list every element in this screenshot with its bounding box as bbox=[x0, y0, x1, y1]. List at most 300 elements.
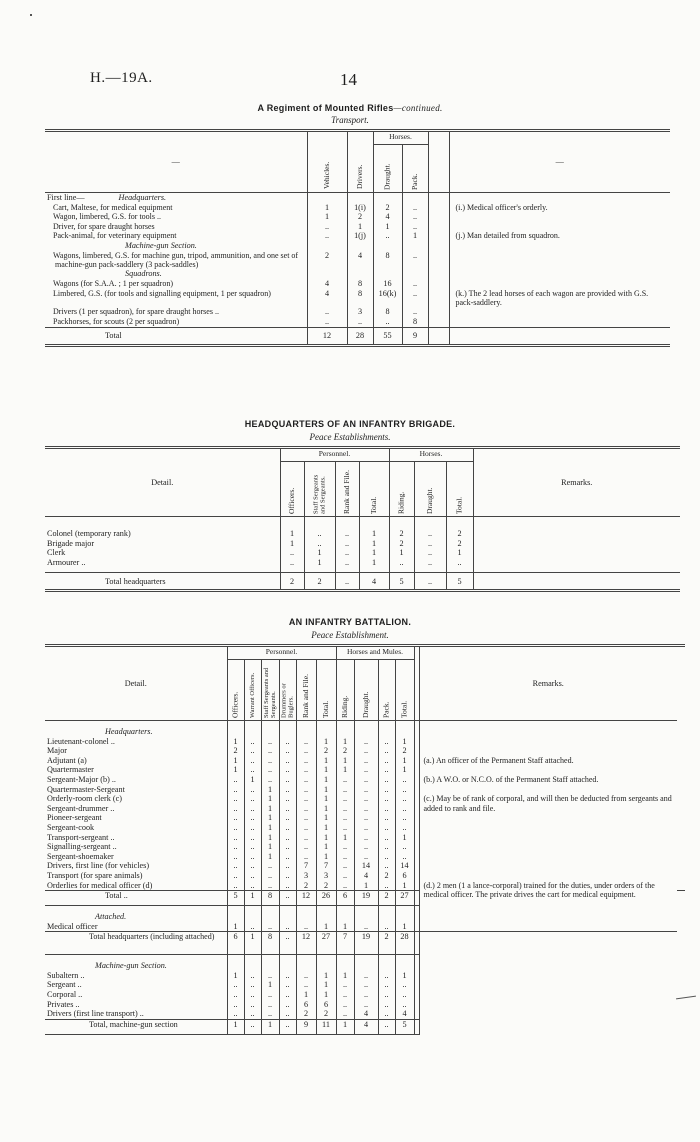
battalion-cell: .. bbox=[261, 871, 279, 881]
battalion-cell: .. bbox=[378, 1000, 395, 1010]
page-number: 14 bbox=[340, 70, 357, 89]
brigade-cell: .. bbox=[446, 558, 473, 568]
vehicles-cell: .. bbox=[307, 317, 347, 327]
battalion-cell: .. bbox=[378, 833, 395, 843]
col-dash: — bbox=[45, 131, 307, 193]
battalion-cell: 2 bbox=[296, 881, 316, 891]
drivers-cell: 8 bbox=[347, 279, 373, 289]
battalion-cell: .. bbox=[296, 775, 316, 785]
battalion-cell: .. bbox=[279, 794, 296, 804]
brigade-col-draught: Draught. bbox=[414, 462, 446, 517]
battalion-mg-total-row bbox=[45, 1019, 685, 1034]
battalion-cell: .. bbox=[354, 990, 378, 1000]
battalion-cell: .. bbox=[354, 813, 378, 823]
row-detail: Pack-animal, for veterinary equipment bbox=[45, 231, 307, 241]
battalion-cell: .. bbox=[378, 775, 395, 785]
row-detail: Quartermaster bbox=[45, 765, 227, 775]
drivers-cell: 2 bbox=[347, 212, 373, 222]
row-detail: Major bbox=[45, 746, 227, 756]
battalion-cell: .. bbox=[296, 765, 316, 775]
brigade-row bbox=[45, 558, 680, 568]
brigade-cell: 1 bbox=[304, 548, 335, 558]
battalion-cell: 1 bbox=[395, 833, 414, 843]
battalion-cell: 1 bbox=[336, 737, 354, 747]
row-detail: Drivers, first line (for vehicles) bbox=[45, 861, 227, 871]
brigade-col-remarks: Remarks. bbox=[473, 448, 680, 517]
battalion-cell: .. bbox=[227, 813, 244, 823]
battalion-cell: .. bbox=[296, 746, 316, 756]
row-detail: Wagons (for S.A.A. ; 1 per squadron) bbox=[45, 279, 307, 289]
battalion-cell: .. bbox=[354, 980, 378, 990]
battalion-cell: .. bbox=[279, 881, 296, 891]
subheading: Attached. bbox=[45, 906, 227, 922]
battalion-cell: .. bbox=[279, 775, 296, 785]
battalion-total-cell: 19 bbox=[354, 891, 378, 906]
battalion-cell: .. bbox=[336, 842, 354, 852]
battalion-cell: 2 bbox=[316, 1009, 336, 1019]
battalion-total-cell: 2 bbox=[378, 891, 395, 906]
vehicles-cell: .. bbox=[307, 222, 347, 232]
battalion-cell: .. bbox=[296, 922, 316, 932]
battalion-cell: .. bbox=[378, 861, 395, 871]
transport-row bbox=[45, 203, 670, 213]
battalion-cell: .. bbox=[336, 785, 354, 795]
battalion-total-hq-cell: 27 bbox=[316, 932, 336, 955]
remark bbox=[449, 212, 670, 222]
battalion-cell: .. bbox=[336, 871, 354, 881]
battalion-col-draught: Draught. bbox=[354, 660, 378, 721]
battalion-cell: .. bbox=[279, 922, 296, 932]
battalion-cell: 7 bbox=[316, 861, 336, 871]
battalion-mg-row bbox=[45, 971, 685, 981]
drivers-cell: 1(i) bbox=[347, 203, 373, 213]
battalion-total-hq-cell: 2 bbox=[378, 932, 395, 955]
brigade-col-htotal: Total. bbox=[446, 462, 473, 517]
battalion-row bbox=[45, 737, 685, 747]
battalion-cell: .. bbox=[227, 990, 244, 1000]
battalion-row bbox=[45, 871, 685, 881]
row-detail: Sergeant-Major (b) .. bbox=[45, 775, 227, 785]
battalion-cell: 1 bbox=[316, 833, 336, 843]
battalion-cell: .. bbox=[244, 804, 261, 814]
battalion-cell: 1 bbox=[316, 922, 336, 932]
battalion-cell: .. bbox=[354, 852, 378, 862]
draught-cell: .. bbox=[373, 317, 402, 327]
row-detail bbox=[45, 193, 307, 203]
row-detail: Cart, Maltese, for medical equipment bbox=[45, 203, 307, 213]
total-v: 12 bbox=[307, 327, 347, 345]
battalion-col-remarks: Remarks. bbox=[419, 646, 677, 721]
battalion-cell: .. bbox=[354, 922, 378, 932]
total-label: Total .. bbox=[45, 891, 227, 906]
battalion-mg-total-cell: 4 bbox=[354, 1019, 378, 1034]
subheading: Headquarters. bbox=[45, 721, 227, 737]
battalion-cell: .. bbox=[378, 804, 395, 814]
battalion-row bbox=[45, 746, 685, 756]
brigade-cell: 1 bbox=[359, 548, 389, 558]
battalion-cell: .. bbox=[244, 922, 261, 932]
battalion-cell: .. bbox=[296, 813, 316, 823]
battalion-cell: 1 bbox=[261, 804, 279, 814]
battalion-cell: 6 bbox=[395, 871, 414, 881]
battalion-cell: 1 bbox=[354, 881, 378, 891]
battalion-mg-row bbox=[45, 980, 685, 990]
row-detail: Quartermaster-Sergeant bbox=[45, 785, 227, 795]
transport-row bbox=[45, 307, 670, 317]
battalion-cell: .. bbox=[296, 833, 316, 843]
brigade-total-cell: .. bbox=[335, 573, 359, 591]
row-detail: Wagons, limbered, G.S. for machine gun, tripod, ammunition, and one set of machine-gun pack-saddlery (3 pack-saddles) bbox=[45, 251, 307, 270]
battalion-cell: .. bbox=[296, 794, 316, 804]
battalion-cell: .. bbox=[395, 775, 414, 785]
battalion-cell: .. bbox=[227, 823, 244, 833]
battalion-cell: .. bbox=[279, 833, 296, 843]
battalion-cell: 1 bbox=[227, 765, 244, 775]
battalion-cell: .. bbox=[244, 1000, 261, 1010]
brigade-cell: 2 bbox=[446, 529, 473, 539]
battalion-cell: .. bbox=[279, 1009, 296, 1019]
row-detail: Subaltern .. bbox=[45, 971, 227, 981]
brigade-total-cell: .. bbox=[414, 573, 446, 591]
brigade-total-cell: 5 bbox=[389, 573, 414, 591]
remark: (a.) An officer of the Permanent Staff attached. bbox=[423, 755, 574, 765]
battalion-cell: 1 bbox=[395, 737, 414, 747]
battalion-row bbox=[45, 861, 685, 871]
battalion-cell: .. bbox=[244, 852, 261, 862]
battalion-cell: .. bbox=[244, 756, 261, 766]
battalion-total-cell: 26 bbox=[316, 891, 336, 906]
battalion-total-hq-cell: 6 bbox=[227, 932, 244, 955]
row-detail: Transport (for spare animals) bbox=[45, 871, 227, 881]
brigade-cell: 1 bbox=[389, 548, 414, 558]
subheading: Squadrons. bbox=[125, 269, 162, 279]
battalion-cell: .. bbox=[378, 756, 395, 766]
battalion-cell: .. bbox=[395, 804, 414, 814]
battalion-cell: .. bbox=[336, 852, 354, 862]
draught-cell: 1 bbox=[373, 222, 402, 232]
battalion-cell: 1 bbox=[227, 922, 244, 932]
battalion-cell: .. bbox=[244, 746, 261, 756]
battalion-col-total: Total. bbox=[316, 660, 336, 721]
battalion-cell: 1 bbox=[316, 971, 336, 981]
battalion-cell: .. bbox=[354, 1000, 378, 1010]
battalion-cell: 1 bbox=[316, 842, 336, 852]
row-detail: Packhorses, for scouts (2 per squadron) bbox=[45, 317, 307, 327]
battalion-cell: .. bbox=[354, 775, 378, 785]
battalion-cell: .. bbox=[378, 794, 395, 804]
battalion-total-cell: 6 bbox=[336, 891, 354, 906]
battalion-col-pack: Pack. bbox=[378, 660, 395, 721]
battalion-cell: .. bbox=[336, 990, 354, 1000]
transport-row bbox=[45, 251, 670, 270]
battalion-mg-total-cell: 11 bbox=[316, 1019, 336, 1034]
battalion-mg-total-cell: .. bbox=[244, 1019, 261, 1034]
battalion-cell: .. bbox=[354, 842, 378, 852]
row-detail: Brigade major bbox=[45, 539, 280, 549]
battalion-cell: 1 bbox=[261, 842, 279, 852]
regiment-title-main: A Regiment of Mounted Rifles bbox=[257, 103, 394, 113]
battalion-cell: .. bbox=[395, 794, 414, 804]
battalion-cell: .. bbox=[279, 737, 296, 747]
battalion-cell: .. bbox=[261, 737, 279, 747]
battalion-cell: .. bbox=[378, 990, 395, 1000]
battalion-cell: .. bbox=[261, 922, 279, 932]
draught-cell: 8 bbox=[373, 251, 402, 270]
subheading: Headquarters. bbox=[118, 193, 167, 202]
row-detail: Limbered, G.S. (for tools and signalling equipment, 1 per squadron) bbox=[45, 289, 307, 308]
vehicles-cell: 2 bbox=[307, 251, 347, 270]
battalion-mg-total-cell: 1 bbox=[261, 1019, 279, 1034]
battalion-cell: .. bbox=[244, 861, 261, 871]
row-detail: Transport-sergeant .. bbox=[45, 833, 227, 843]
battalion-row bbox=[45, 775, 685, 785]
row-detail: Sergeant-cook bbox=[45, 823, 227, 833]
draught-cell: 16(k) bbox=[373, 289, 402, 308]
battalion-cell: .. bbox=[279, 813, 296, 823]
battalion-mg-total-cell: 1 bbox=[336, 1019, 354, 1034]
brigade-cell: .. bbox=[389, 558, 414, 568]
transport-row bbox=[45, 212, 670, 222]
brigade-cell: .. bbox=[335, 529, 359, 539]
drivers-cell: .. bbox=[347, 317, 373, 327]
brigade-cell: .. bbox=[280, 548, 304, 558]
brigade-cell: 1 bbox=[359, 558, 389, 568]
battalion-cell: .. bbox=[354, 756, 378, 766]
battalion-cell: .. bbox=[279, 785, 296, 795]
pack-cell: 1 bbox=[402, 231, 428, 241]
total-dr: 55 bbox=[373, 327, 402, 345]
draught-cell: 16 bbox=[373, 279, 402, 289]
battalion-cell: .. bbox=[279, 842, 296, 852]
battalion-cell: 1 bbox=[316, 775, 336, 785]
brigade-cell: .. bbox=[414, 558, 446, 568]
row-detail: Colonel (temporary rank) bbox=[45, 529, 280, 539]
remark: (j.) Man detailed from squadron. bbox=[455, 231, 560, 241]
battalion-cell: .. bbox=[336, 813, 354, 823]
battalion-cell: 1 bbox=[227, 756, 244, 766]
battalion-cell: .. bbox=[395, 990, 414, 1000]
row-detail bbox=[45, 269, 307, 279]
brigade-cell: 2 bbox=[389, 529, 414, 539]
remark bbox=[449, 317, 670, 327]
battalion-cell: .. bbox=[244, 842, 261, 852]
battalion-row bbox=[45, 756, 685, 766]
battalion-cell: .. bbox=[244, 990, 261, 1000]
battalion-cell: 4 bbox=[354, 1009, 378, 1019]
remark: (d.) 2 men (1 a lance-corporal) trained for the duties, under orders of the medical officer. The private drives the cart for medical equipment. bbox=[423, 880, 655, 899]
brigade-cell: .. bbox=[335, 558, 359, 568]
battalion-cell: .. bbox=[296, 852, 316, 862]
battalion-cell: .. bbox=[378, 813, 395, 823]
pack-cell: .. bbox=[402, 279, 428, 289]
battalion-cell: .. bbox=[296, 756, 316, 766]
brigade-cell: .. bbox=[280, 558, 304, 568]
vehicles-cell: .. bbox=[307, 307, 347, 317]
battalion-cell: .. bbox=[244, 871, 261, 881]
brigade-col-personnel: Personnel. bbox=[280, 448, 389, 462]
row-detail: Wagon, limbered, G.S. for tools .. bbox=[45, 212, 307, 222]
battalion-cell: 1 bbox=[316, 765, 336, 775]
battalion-cell: .. bbox=[296, 737, 316, 747]
battalion-cell: 1 bbox=[336, 756, 354, 766]
battalion-cell: .. bbox=[227, 852, 244, 862]
row-detail: Medical officer bbox=[45, 922, 227, 932]
brigade-col-horses: Horses. bbox=[389, 448, 473, 462]
battalion-cell: .. bbox=[378, 980, 395, 990]
brigade-col-rank-file: Rank and File. bbox=[335, 462, 359, 517]
battalion-cell: .. bbox=[395, 813, 414, 823]
battalion-total-cell: 5 bbox=[227, 891, 244, 906]
remark bbox=[449, 251, 670, 270]
page-reference: H.—19A. bbox=[90, 70, 153, 86]
subheading: Machine-gun Section. bbox=[45, 955, 227, 971]
battalion-cell: 1 bbox=[395, 756, 414, 766]
battalion-cell: .. bbox=[279, 852, 296, 862]
battalion-cell: 1 bbox=[261, 823, 279, 833]
battalion-cell: 1 bbox=[227, 971, 244, 981]
draught-cell: 2 bbox=[373, 203, 402, 213]
row-detail: Drivers (1 per squadron), for spare draught horses .. bbox=[45, 307, 307, 317]
row-detail: Orderly-room clerk (c) bbox=[45, 794, 227, 804]
battalion-cell: .. bbox=[336, 861, 354, 871]
brigade-col-staff-sergeants: Staff Sergeants and Sergeants. bbox=[304, 462, 335, 517]
battalion-cell: 3 bbox=[296, 871, 316, 881]
row-detail: Signalling-sergeant .. bbox=[45, 842, 227, 852]
battalion-cell: .. bbox=[261, 990, 279, 1000]
battalion-cell: 2 bbox=[316, 881, 336, 891]
battalion-cell: 1 bbox=[316, 756, 336, 766]
battalion-cell: .. bbox=[354, 794, 378, 804]
remark: (i.) Medical officer's orderly. bbox=[455, 202, 548, 212]
regiment-subtitle: Transport. bbox=[331, 115, 369, 125]
drivers-cell: 8 bbox=[347, 289, 373, 308]
battalion-mg-row bbox=[45, 990, 685, 1000]
transport-row bbox=[45, 269, 670, 279]
battalion-total-hq-cell: 7 bbox=[336, 932, 354, 955]
brigade-col-detail: Detail. bbox=[45, 448, 280, 517]
col-drivers: Drivers. bbox=[347, 131, 373, 193]
battalion-cell: 1 bbox=[261, 794, 279, 804]
row-detail: Clerk bbox=[45, 548, 280, 558]
battalion-cell: .. bbox=[354, 833, 378, 843]
transport-row bbox=[45, 289, 670, 308]
battalion-cell: .. bbox=[279, 871, 296, 881]
brigade-cell: 2 bbox=[446, 539, 473, 549]
battalion-mg-total-cell: 9 bbox=[296, 1019, 316, 1034]
vehicles-cell: 1 bbox=[307, 203, 347, 213]
battalion-cell: 1 bbox=[261, 785, 279, 795]
pack-cell: .. bbox=[402, 222, 428, 232]
battalion-col-warrant: Warrant Officers. bbox=[244, 660, 261, 721]
battalion-cell: .. bbox=[378, 746, 395, 756]
battalion-cell: .. bbox=[395, 785, 414, 795]
battalion-cell: 1 bbox=[227, 737, 244, 747]
battalion-cell: .. bbox=[395, 823, 414, 833]
battalion-cell: 2 bbox=[316, 746, 336, 756]
draught-cell: 8 bbox=[373, 307, 402, 317]
brigade-cell: .. bbox=[304, 529, 335, 539]
battalion-cell: .. bbox=[336, 881, 354, 891]
battalion-total-hq-cell: 12 bbox=[296, 932, 316, 955]
battalion-total-hq-cell: 8 bbox=[261, 932, 279, 955]
brigade-total-cell: 2 bbox=[304, 573, 335, 591]
transport-row bbox=[45, 222, 670, 232]
brigade-cell: 1 bbox=[359, 529, 389, 539]
battalion-cell: .. bbox=[244, 794, 261, 804]
transport-row bbox=[45, 231, 670, 241]
battalion-subtitle: Peace Establishment. bbox=[311, 630, 389, 640]
battalion-cell: .. bbox=[395, 842, 414, 852]
battalion-cell: .. bbox=[244, 833, 261, 843]
battalion-cell: .. bbox=[227, 804, 244, 814]
battalion-cell: 1 bbox=[316, 804, 336, 814]
battalion-cell: .. bbox=[244, 765, 261, 775]
battalion-cell: .. bbox=[336, 980, 354, 990]
battalion-total-hq-cell: 1 bbox=[244, 932, 261, 955]
brigade-row bbox=[45, 539, 680, 549]
row-detail: Corporal .. bbox=[45, 990, 227, 1000]
battalion-table bbox=[45, 644, 685, 1035]
battalion-mg-total-cell: 5 bbox=[395, 1019, 414, 1034]
transport-row bbox=[45, 241, 670, 251]
battalion-cell: .. bbox=[244, 785, 261, 795]
battalion-col-personnel: Personnel. bbox=[227, 646, 336, 660]
battalion-col-drummers: Drummers or Buglers. bbox=[279, 660, 296, 721]
battalion-cell: .. bbox=[354, 765, 378, 775]
first-line-label: First line— bbox=[47, 193, 85, 202]
battalion-cell: .. bbox=[378, 785, 395, 795]
battalion-cell: .. bbox=[395, 1000, 414, 1010]
battalion-cell: .. bbox=[244, 971, 261, 981]
battalion-cell: 1 bbox=[336, 971, 354, 981]
battalion-cell: 1 bbox=[316, 794, 336, 804]
battalion-cell: .. bbox=[296, 842, 316, 852]
battalion-cell: .. bbox=[244, 813, 261, 823]
battalion-cell: .. bbox=[354, 746, 378, 756]
row-detail: Adjutant (a) bbox=[45, 756, 227, 766]
battalion-cell: .. bbox=[279, 765, 296, 775]
battalion-cell: 1 bbox=[395, 971, 414, 981]
battalion-cell: 1 bbox=[261, 852, 279, 862]
brigade-cell: .. bbox=[414, 529, 446, 539]
vehicles-cell: 4 bbox=[307, 289, 347, 308]
battalion-cell: 14 bbox=[354, 861, 378, 871]
transport-row bbox=[45, 317, 670, 327]
row-detail: Sergeant .. bbox=[45, 980, 227, 990]
brigade-col-officers: Officers. bbox=[280, 462, 304, 517]
battalion-cell: .. bbox=[336, 1000, 354, 1010]
battalion-cell: 6 bbox=[296, 1000, 316, 1010]
battalion-total-hq-cell: 19 bbox=[354, 932, 378, 955]
vehicles-cell: 1 bbox=[307, 212, 347, 222]
battalion-mg-row bbox=[45, 1000, 685, 1010]
brigade-cell: .. bbox=[335, 548, 359, 558]
battalion-cell: .. bbox=[244, 1009, 261, 1019]
battalion-cell: .. bbox=[279, 990, 296, 1000]
col-pack: Pack. bbox=[402, 145, 428, 193]
total-p: 9 bbox=[402, 327, 428, 345]
pack-cell: .. bbox=[402, 289, 428, 308]
pack-cell: .. bbox=[402, 251, 428, 270]
remark: (k.) The 2 lead horses of each wagon are provided with G.S. pack-saddlery. bbox=[455, 288, 649, 307]
battalion-cell: .. bbox=[244, 980, 261, 990]
draught-cell: .. bbox=[373, 231, 402, 241]
battalion-cell: 14 bbox=[395, 861, 414, 871]
battalion-cell: 4 bbox=[395, 1009, 414, 1019]
battalion-cell: .. bbox=[261, 881, 279, 891]
battalion-cell: .. bbox=[227, 861, 244, 871]
battalion-cell: .. bbox=[296, 971, 316, 981]
